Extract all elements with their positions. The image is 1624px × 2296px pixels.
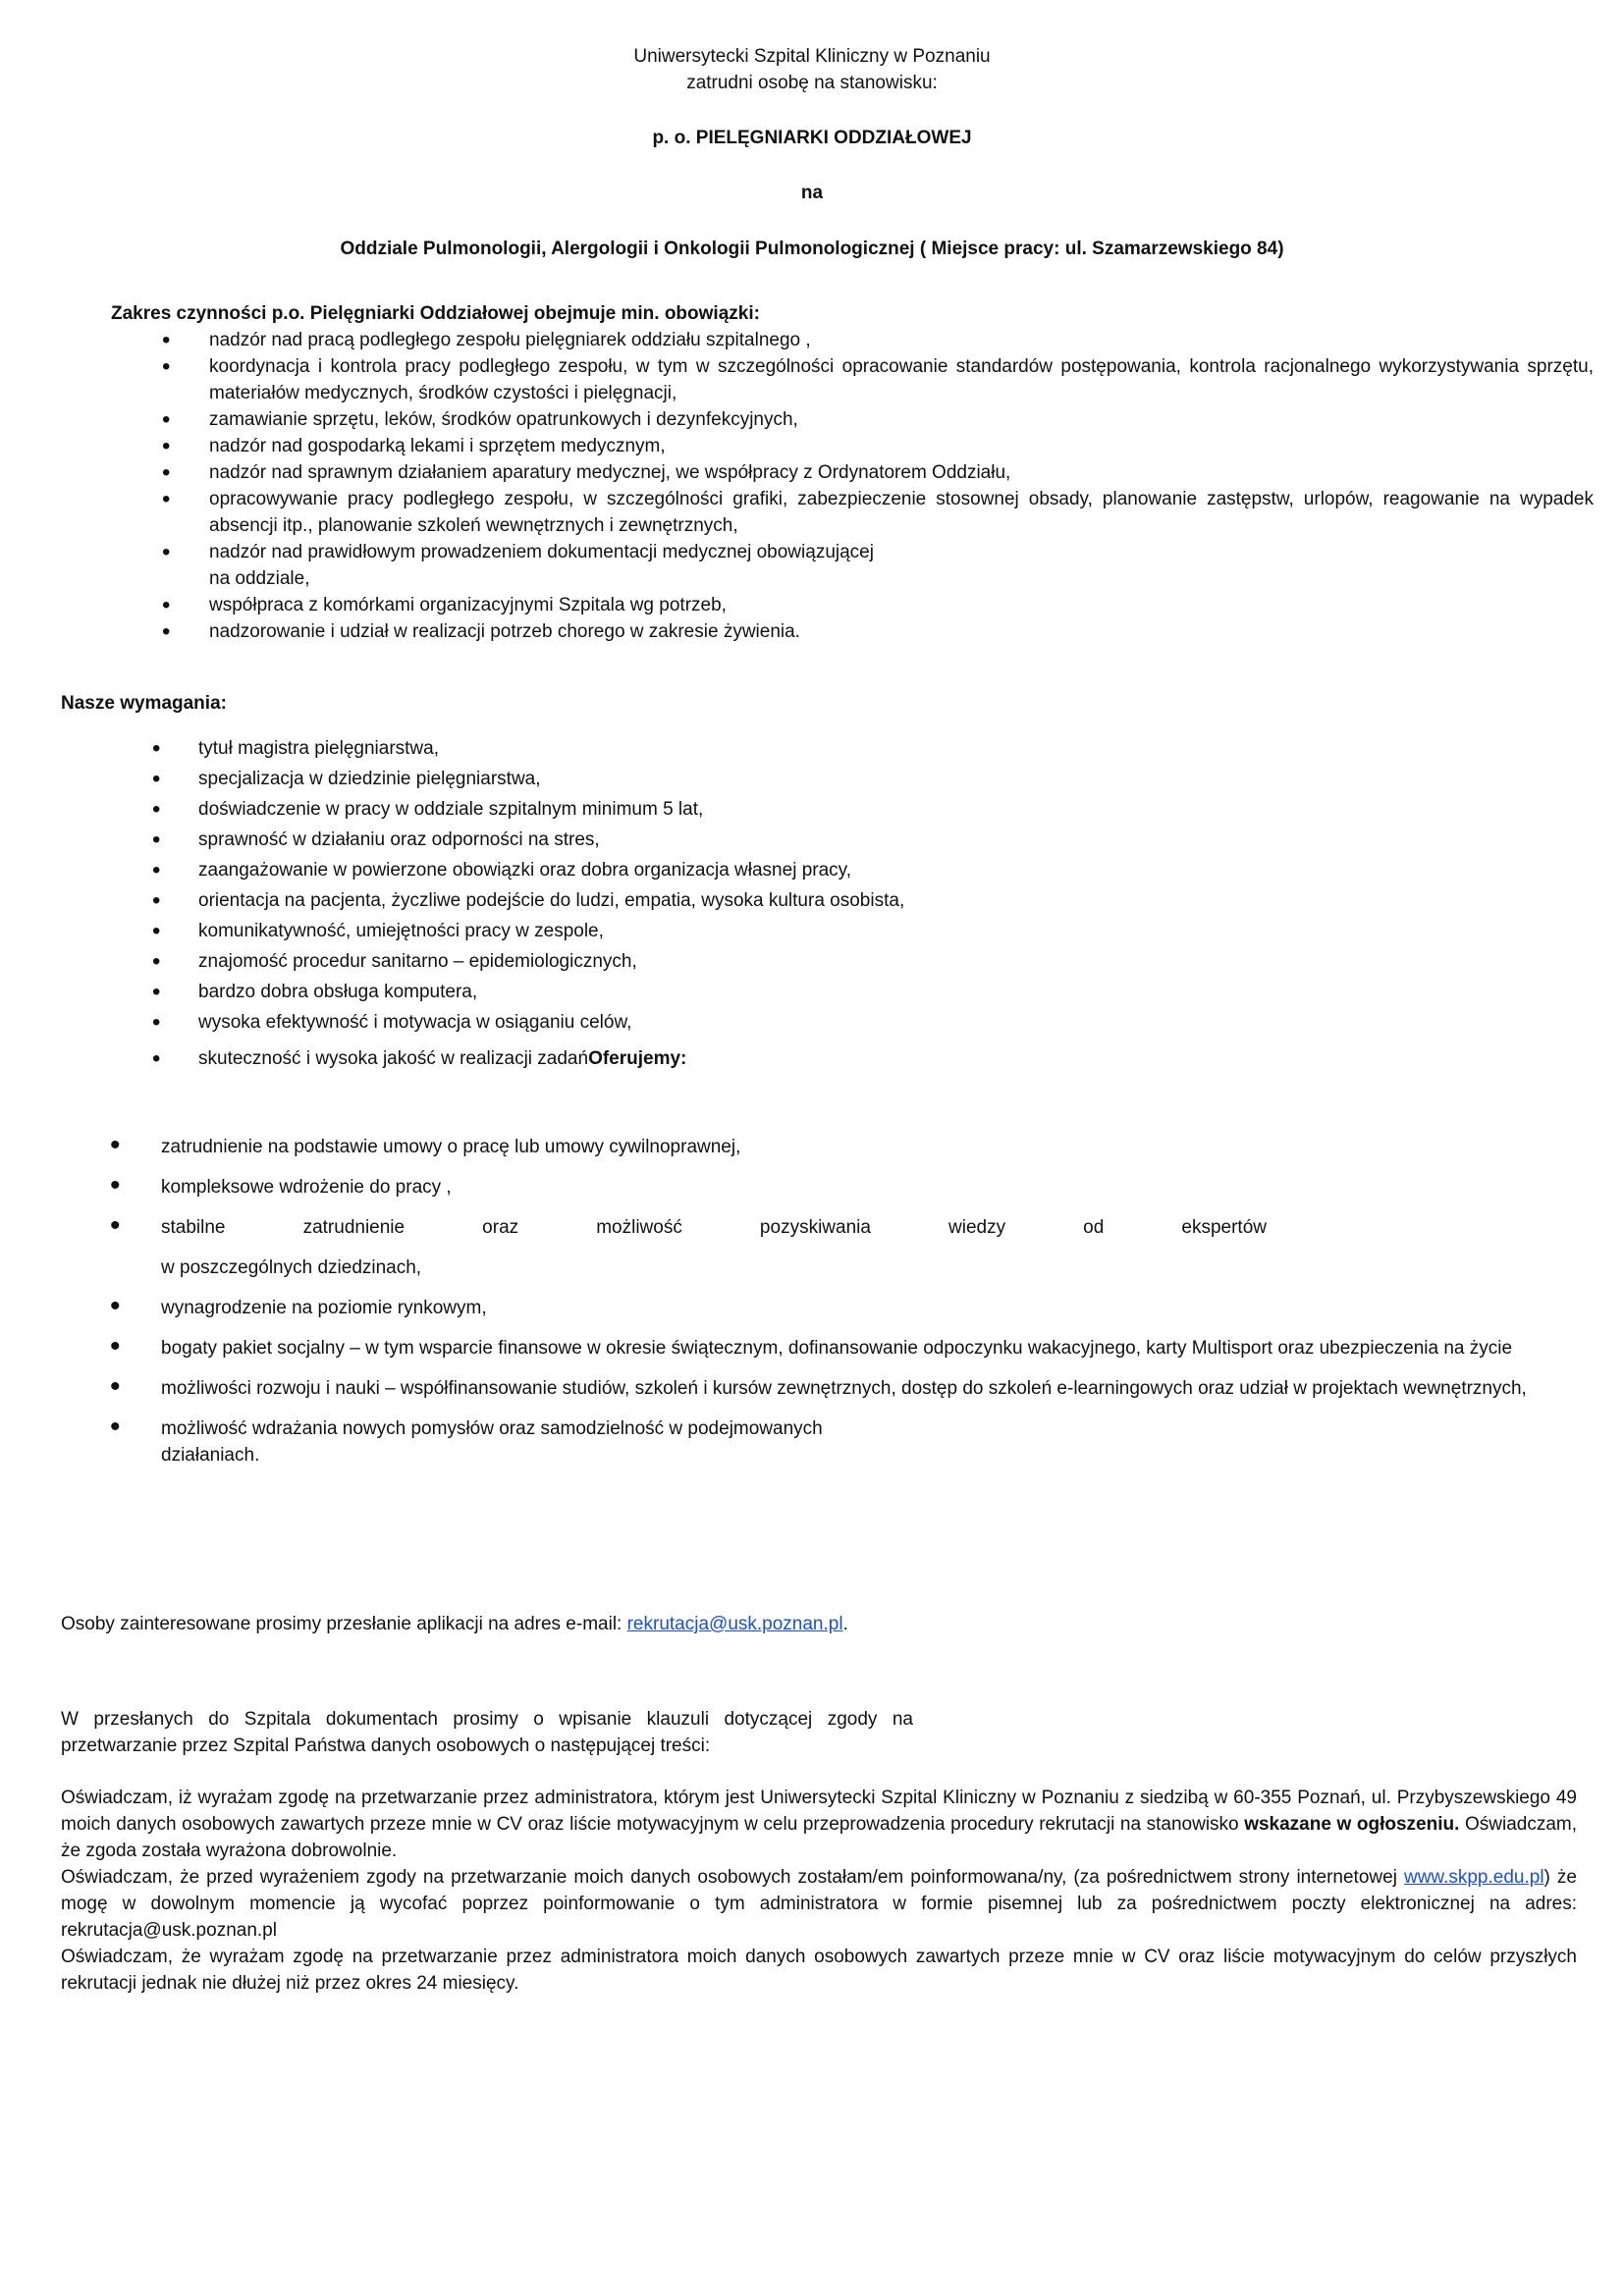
list-item	[61, 948, 1062, 975]
apply-text: Osoby zainteresowane prosimy przesłanie aplikacji na adres e-mail:	[61, 1614, 627, 1634]
list-item	[61, 1335, 1577, 1362]
list-item-text: doświadczenie w pracy w oddziale szpitalnym minimum 5 lat,	[198, 799, 704, 820]
list-item-text: możliwości rozwoju i nauki – współfinansowanie studiów, szkoleń i kursów zewnętrznych, dostęp do szkoleń e-learningowych oraz udział w projektach wewnętrznych,	[161, 1378, 1527, 1399]
list-item-text: współpraca z komórkami organizacyjnymi Szpitala wg potrzeb,	[209, 595, 727, 615]
clause-paragraph-2	[61, 1864, 1577, 1944]
clause-text: ) że mogę w dowolnym momencie ją wycofać poprzez poinformowanie o tym administratora w formie pisemnej lub za pośrednictwem poczty elektronicznej na adres: rekrutacja@usk.poznan.pl	[61, 1867, 1577, 1941]
list-item	[111, 433, 1594, 459]
offer-title: Oferujemy:	[588, 1048, 687, 1069]
list-item	[61, 857, 1062, 883]
list-item	[61, 1214, 1267, 1281]
na-line: na	[800, 183, 824, 203]
consent-clause	[61, 1785, 1577, 1997]
list-item-text: nadzorowanie i udział w realizacji potrzeb chorego w zakresie żywienia.	[209, 621, 800, 642]
list-item-text: tytuł magistra pielęgniarstwa,	[198, 738, 439, 759]
list-item	[61, 1415, 1035, 1468]
hiring-line: zatrudni osobę na stanowisku:	[686, 73, 938, 93]
list-item	[61, 796, 1062, 823]
list-item	[61, 1009, 1062, 1036]
email-link[interactable]: rekrutacja@usk.poznan.pl	[626, 1614, 843, 1634]
header	[0, 43, 1624, 96]
apply-end: .	[842, 1614, 848, 1634]
list-item-text: wynagrodzenie na poziomie rynkowym,	[161, 1298, 487, 1318]
requirements-list	[61, 735, 1062, 1076]
list-item	[111, 592, 1594, 618]
list-item	[61, 1375, 1577, 1402]
list-item	[61, 1295, 1577, 1321]
list-item	[61, 1134, 1577, 1160]
list-item	[111, 327, 1594, 353]
list-item-text: bogaty pakiet socjalny – w tym wsparcie finansowe w okresie świątecznym, dofinansowanie odpoczynku wakacyjnego, karty Multisport oraz ubezpieczenia na życie	[161, 1338, 1513, 1359]
list-item	[61, 766, 1062, 792]
list-item-text: kompleksowe wdrożenie do pracy ,	[161, 1177, 452, 1198]
scope-list	[111, 327, 1594, 645]
requirements-title: Nasze wymagania:	[61, 693, 227, 714]
list-item-text: nadzór nad gospodarką lekami i sprzętem medycznym,	[209, 436, 666, 456]
clause-paragraph-1	[61, 1785, 1577, 1864]
list-item	[61, 1045, 1062, 1072]
list-item-text: nadzór nad pracą podległego zespołu pielęgniarek oddziału szpitalnego ,	[209, 330, 811, 350]
list-item-continuation: w poszczególnych dziedzinach,	[161, 1257, 422, 1278]
list-item-text: opracowywanie pracy podległego zespołu, w szczególności grafiki, zabezpieczenie stosownej obsady, planowanie zastępstw, urlopów, reagowanie na wypadek absencji itp., planowanie szkoleń wewnętrznych i zewnętrznych,	[209, 489, 1594, 536]
list-item-text: znajomość procedur sanitarno – epidemiologicznych,	[198, 951, 637, 972]
list-item-text: wysoka efektywność i motywacja w osiąganiu celów,	[198, 1012, 632, 1033]
list-item-text: komunikatywność, umiejętności pracy w zespole,	[198, 921, 604, 941]
list-item	[111, 539, 1594, 592]
website-link[interactable]: www.skpp.edu.pl	[1403, 1867, 1544, 1888]
list-item-text: koordynacja i kontrola pracy podległego zespołu, w tym w szczególności opracowanie standardów postępowania, kontrola racjonalnego wykorzystywania sprzętu, materiałów medycznych, środków czystości i pielęgnacji,	[209, 356, 1594, 403]
hospital-name: Uniwersytecki Szpital Kliniczny w Poznaniu	[633, 46, 991, 67]
list-item-text: zaangażowanie w powierzone obowiązki oraz dobra organizacja własnej pracy,	[198, 860, 852, 881]
list-item-text: nadzór nad sprawnym działaniem aparatury medycznej, we współpracy z Ordynatorem Oddziału,	[209, 462, 1011, 483]
list-item-text: skuteczność i wysoka jakość w realizacji zadań	[198, 1048, 589, 1069]
list-item	[61, 887, 1062, 914]
list-item	[61, 827, 1062, 853]
list-item	[111, 353, 1594, 406]
clause-bold-text: wskazane w ogłoszeniu.	[1244, 1814, 1460, 1835]
list-item-continuation: na oddziale,	[209, 568, 310, 589]
list-item	[111, 618, 1594, 645]
scope-title: Zakres czynności p.o. Pielęgniarki Oddziałowej obejmuje min. obowiązki:	[111, 303, 760, 324]
list-item-text: sprawność w działaniu oraz odporności na stres,	[198, 829, 600, 850]
list-item-text: możliwość wdrażania nowych pomysłów oraz samodzielność w podejmowanych	[161, 1418, 823, 1439]
list-item-text: zatrudnienie na podstawie umowy o pracę lub umowy cywilnoprawnej,	[161, 1137, 741, 1157]
list-item	[111, 459, 1594, 486]
clause-text: Oświadczam, że zgoda została wyrażona dobrowolnie.	[61, 1814, 1578, 1861]
list-item-text: orientacja na pacjenta, życzliwe podejście do ludzi, empatia, wysoka kultura osobista,	[198, 890, 905, 911]
clause-paragraph-3: Oświadczam, że wyrażam zgodę na przetwarzanie przez administratora moich danych osobowych zawartych przeze mnie w CV oraz liście motywacyjnym do celów przyszłych rekrutacji jednak nie dłużej niż przez okres 24 miesięcy.	[61, 1947, 1577, 1994]
list-item	[61, 1174, 1577, 1201]
list-item-text: specjalizacja w dziedzinie pielęgniarstwa,	[198, 769, 541, 789]
list-item-continuation: działaniach.	[161, 1445, 260, 1466]
list-item	[61, 735, 1062, 762]
apply-line	[61, 1611, 848, 1637]
list-item	[61, 979, 1062, 1005]
clause-intro: W przesłanych do Szpitala dokumentach prosimy o wpisanie klauzuli dotyczącej zgody na przetwarzanie przez Szpital Państwa danych osobowych o następującej treści:	[61, 1709, 913, 1756]
list-item-text: bardzo dobra obsługa komputera,	[198, 982, 478, 1002]
department-line: Oddziale Pulmonologii, Alergologii i Onkologii Pulmonologicznej ( Miejsce pracy: ul. Szamarzewskiego 84)	[340, 239, 1284, 259]
position-title: p. o. PIELĘGNIARKI ODDZIAŁOWEJ	[652, 128, 972, 148]
list-item-text: stabilne zatrudnienie oraz możliwość pozyskiwania wiedzy od ekspertów	[161, 1217, 1267, 1238]
list-item	[61, 918, 1062, 944]
clause-text: Oświadczam, że przed wyrażeniem zgody na przetwarzanie moich danych osobowych zostałam/em poinformowana/ny, (za pośrednictwem strony internetowej	[61, 1867, 1404, 1888]
list-item-text: nadzór nad prawidłowym prowadzeniem dokumentacji medycznej obowiązującej	[209, 542, 874, 562]
offer-list	[61, 1134, 1577, 1482]
clause-text: Oświadczam, iż wyrażam zgodę na przetwarzanie przez administratora, którym jest Uniwersytecki Szpital Kliniczny w Poznaniu z siedzibą w 60-355 Poznań, ul. Przybyszewskiego 49 moich danych osobowych zawartych przeze mnie w CV oraz liście motywacyjnym w celu przeprowadzenia procedury rekrutacji na stanowisko	[61, 1788, 1577, 1835]
list-item	[111, 486, 1594, 539]
list-item	[111, 406, 1594, 433]
list-item-text: zamawianie sprzętu, leków, środków opatrunkowych i dezynfekcyjnych,	[209, 409, 798, 430]
